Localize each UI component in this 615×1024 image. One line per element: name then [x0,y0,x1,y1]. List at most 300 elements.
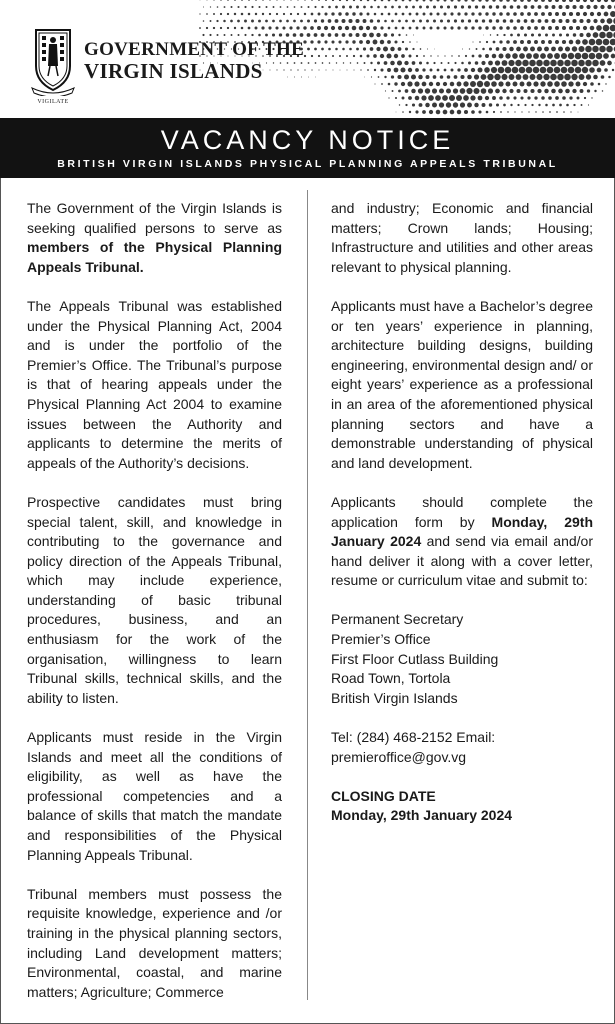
halftone-dot [468,62,471,65]
halftone-dot [206,13,208,15]
halftone-dot [548,0,552,2]
halftone-dot [384,33,388,37]
candidates-paragraph: Prospective candidates must bring special talent, skill, and knowledge in contributing to the governance and policy direction of the Appeals Tribunal, which may include experience, understanding of basic tribunal procedures, business, and an enthusiasm for the work of the organisation, willingness to learn Tribunal skills, technical skills, and the ability to listen. [27,493,282,706]
halftone-dot [569,96,572,99]
halftone-dot [273,6,275,8]
halftone-dot [395,0,398,1]
halftone-dot [333,70,334,71]
halftone-dot [570,111,571,112]
halftone-dot [607,61,612,66]
halftone-dot [524,104,526,106]
halftone-dot [407,81,412,86]
halftone-dot [575,39,580,44]
halftone-dot [552,34,555,37]
halftone-dot [541,0,545,2]
halftone-dot [404,74,409,79]
halftone-dot [580,89,584,93]
halftone-dot [265,34,268,37]
halftone-dot [336,62,337,63]
halftone-dot [202,34,204,36]
halftone-dot [399,104,400,105]
halftone-dot [489,5,492,8]
halftone-dot [454,19,457,22]
contact-email[interactable]: premieroffice@gov.vg [331,748,467,765]
halftone-dot [464,12,467,15]
halftone-dot [508,60,514,66]
halftone-dot [258,20,261,23]
halftone-dot [220,13,222,15]
halftone-dot [364,77,365,78]
halftone-dot [412,103,415,106]
halftone-dot [347,70,348,71]
halftone-dot [566,33,569,36]
halftone-dot [492,96,496,100]
halftone-dot [478,0,481,2]
halftone-dot [519,67,526,74]
halftone-dot [369,33,374,38]
halftone-dot [495,60,500,65]
halftone-dot [443,82,447,86]
halftone-dot [223,20,226,23]
halftone-dot [470,81,476,87]
halftone-dot [478,12,481,15]
halftone-dot [612,69,614,71]
halftone-dot [520,40,524,44]
halftone-dot [464,68,468,72]
halftone-dot [411,74,416,79]
halftone-dot [258,6,260,8]
address-line: Permanent Secretary [331,611,464,628]
halftone-dot [526,53,532,59]
halftone-dot [237,34,239,36]
halftone-dot [216,34,218,36]
halftone-dot [514,111,515,112]
halftone-dot [534,96,537,99]
halftone-dot [414,81,419,86]
halftone-dot [446,102,451,107]
halftone-dot [590,12,594,16]
closing-date-value: Monday, 29th January 2024 [331,807,513,824]
halftone-dot [324,40,327,43]
halftone-dot [269,13,271,15]
halftone-dot [596,25,602,31]
halftone-dot [261,26,264,29]
column-divider [307,190,308,1000]
halftone-dot [338,26,342,30]
halftone-dot [275,26,278,29]
halftone-dot [566,19,570,23]
halftone-dot [603,53,609,59]
halftone-dot [562,96,566,100]
halftone-dot [552,19,556,23]
halftone-dot [331,26,335,30]
halftone-dot [523,47,528,52]
halftone-dot [426,6,429,9]
halftone-dot [356,33,360,37]
halftone-dot [572,89,576,93]
halftone-dot [550,60,557,67]
halftone-dot [360,55,363,58]
halftone-dot [255,0,257,1]
halftone-dot [484,81,490,87]
halftone-dot [443,110,448,115]
halftone-dot [513,12,517,16]
halftone-dot [436,26,439,29]
halftone-dot [318,69,319,70]
halftone-dot [520,12,524,16]
halftone-dot [601,75,605,79]
halftone-dot [545,5,549,9]
halftone-dot [405,48,408,51]
halftone-dot [370,6,373,9]
halftone-dot [475,61,479,65]
halftone-dot [429,110,433,114]
halftone-dot [409,41,411,43]
halftone-dot [220,0,222,1]
halftone-dot [300,33,304,37]
halftone-dot [492,0,495,2]
halftone-dot [423,55,425,57]
halftone-dot [451,69,454,72]
halftone-dot [519,53,525,59]
halftone-dot [605,83,606,84]
halftone-dot [255,13,257,15]
halftone-dot [391,20,394,23]
halftone-dot [199,27,201,29]
halftone-dot [411,89,416,94]
halftone-dot [538,5,542,9]
halftone-dot [478,26,481,29]
halftone-dot [582,39,588,45]
application-deadline: Monday, 29th January 2024 [331,513,593,550]
halftone-dot [506,40,510,44]
halftone-dot [376,33,380,37]
halftone-dot [506,26,510,30]
halftone-dot [492,54,497,59]
halftone-dot [456,95,462,101]
halftone-dot [499,0,503,2]
halftone-dot [502,47,506,51]
halftone-dot [571,60,578,67]
halftone-dot [419,6,422,9]
halftone-dot [495,89,500,94]
halftone-dot [380,40,384,44]
halftone-dot [363,19,367,23]
halftone-dot [565,89,570,94]
halftone-dot [390,61,395,66]
halftone-dot [509,89,513,93]
halftone-dot [486,41,488,43]
halftone-dot [536,60,543,67]
halftone-dot [565,46,570,51]
halftone-dot [206,0,207,1]
halftone-dot [535,111,536,112]
halftone-dot [540,67,547,74]
halftone-dot [547,53,553,59]
halftone-dot [419,20,422,23]
halftone-dot [566,104,569,107]
halftone-dot [579,74,585,80]
halftone-dot [352,12,355,15]
halftone-dot [540,81,545,86]
halftone-dot [310,40,313,43]
halftone-dot [588,104,589,105]
right-column [331,199,593,846]
halftone-dot [463,81,468,86]
halftone-dot [592,46,599,53]
halftone-dot [582,67,588,73]
halftone-dot [457,0,460,2]
halftone-dot [387,68,391,72]
halftone-dot [489,47,492,50]
halftone-dot [551,47,556,52]
halftone-dot [499,96,503,100]
halftone-dot [321,6,323,8]
halftone-dot [538,34,541,37]
halftone-dot [314,33,318,37]
halftone-dot [356,6,359,9]
halftone-dot [392,90,394,92]
halftone-dot [409,0,412,1]
halftone-dot [381,83,383,85]
halftone-dot [505,67,512,74]
banner-title: VACANCY NOTICE [160,125,455,155]
halftone-dot [227,13,229,15]
halftone-dot [349,6,352,9]
halftone-dot [485,96,489,100]
halftone-dot [587,89,590,92]
halftone-dot [442,95,448,101]
halftone-dot [471,110,475,114]
halftone-dot [377,62,380,65]
halftone-dot [355,19,359,23]
halftone-dot [562,12,566,16]
halftone-dot [416,27,419,30]
halftone-dot [484,67,490,73]
halftone-dot [391,6,394,9]
halftone-dot [315,62,317,64]
halftone-dot [538,104,540,106]
halftone-dot [464,0,467,2]
halftone-dot [610,39,615,46]
halftone-dot [390,47,394,51]
halftone-dot [604,0,608,2]
halftone-dot [476,48,478,50]
halftone-dot [381,13,384,16]
halftone-dot [248,27,251,30]
halftone-dot [433,6,436,9]
halftone-dot [487,74,493,80]
halftone-dot [400,67,405,72]
halftone-dot [606,32,613,39]
halftone-dot [303,26,306,29]
halftone-dot [367,69,369,71]
halftone-dot [513,40,517,44]
halftone-dot [409,27,412,30]
halftone-dot [561,67,568,74]
address-line: First Floor Cutlass Building [331,650,499,667]
halftone-dot [517,34,520,37]
halftone-dot [573,33,576,36]
halftone-dot [537,89,541,93]
halftone-dot [373,54,377,58]
halftone-dot [506,12,510,16]
halftone-dot [593,19,597,23]
halftone-dot [465,55,467,57]
halftone-dot [563,111,565,113]
halftone-dot [307,48,310,51]
halftone-dot [328,33,332,37]
halftone-dot [413,35,414,36]
halftone-dot [304,13,306,15]
halftone-dot [600,19,605,24]
halftone-dot [213,13,215,15]
halftone-dot [475,19,478,22]
halftone-dot [417,42,418,43]
halftone-dot [557,60,564,67]
halftone-dot [300,20,303,23]
halftone-dot [224,34,226,36]
halftone-dot [554,81,560,87]
knowledge-paragraph: Tribunal members must possess the requisite knowledge, experience and /or training in the physical planning sectors, including Land development matters; Environmental, coastal, and marine matters; Agriculture; Commerce [27,885,282,1000]
halftone-dot [590,82,594,86]
halftone-dot [436,82,440,86]
halftone-dot [420,48,422,50]
halftone-dot [600,5,604,9]
halftone-dot [272,33,275,36]
halftone-dot [412,6,415,9]
halftone-dot [471,0,474,2]
halftone-dot [371,76,372,77]
halftone-dot [398,34,400,36]
halftone-dot [578,112,579,113]
halftone-dot [444,55,445,56]
halftone-dot [416,55,418,57]
halftone-dot [460,75,464,79]
halftone-dot [314,6,316,8]
halftone-dot [491,81,497,87]
halftone-dot [576,0,580,2]
halftone-dot [610,11,615,17]
halftone-dot [510,19,514,23]
halftone-dot [478,54,481,57]
halftone-dot [248,13,251,16]
halftone-dot [279,33,282,36]
halftone-dot [359,12,362,15]
halftone-dot [466,88,472,94]
halftone-dot [304,69,305,70]
halftone-dot [367,0,370,1]
halftone-dot [577,97,580,100]
halftone-dot [377,6,380,9]
halftone-dot [335,19,339,23]
halftone-dot [569,12,573,16]
halftone-dot [554,67,561,74]
halftone-dot [324,12,327,15]
halftone-dot [488,88,493,93]
halftone-dot [472,55,475,58]
halftone-dot [395,27,398,30]
halftone-dot [568,81,573,86]
halftone-dot [493,111,495,113]
halftone-dot [461,62,464,65]
halftone-dot [360,69,361,70]
halftone-dot [401,82,405,86]
halftone-dot [472,41,473,42]
halftone-dot [579,5,583,9]
halftone-dot [338,12,341,15]
halftone-dot [471,26,474,29]
halftone-dot [510,34,513,37]
halftone-dot [380,68,383,71]
halftone-dot [308,62,310,64]
halftone-dot [531,19,535,23]
halftone-dot [501,74,507,80]
halftone-dot [584,97,586,99]
halftone-dot [430,27,433,30]
halftone-dot [436,12,439,15]
halftone-dot [524,5,528,9]
halftone-dot [545,19,549,23]
halftone-dot [384,6,387,9]
halftone-dot [559,19,563,23]
halftone-dot [540,53,546,59]
halftone-dot [318,13,321,16]
halftone-dot [279,20,282,23]
halftone-dot [397,60,402,65]
halftone-dot [419,103,423,107]
halftone-dot [498,81,503,86]
halftone-dot [345,26,349,30]
halftone-dot [426,20,429,23]
halftone-dot [461,19,464,22]
halftone-dot [548,40,552,44]
halftone-dot [227,0,229,1]
halftone-dot [402,0,405,1]
halftone-dot [516,47,521,52]
halftone-dot [423,27,426,30]
halftone-dot [443,0,446,2]
halftone-dot [269,0,270,1]
halftone-dot [582,53,589,60]
halftone-dot [499,54,504,59]
government-title [84,40,304,82]
halftone-dot [289,26,292,29]
halftone-dot [555,96,559,100]
halftone-dot [447,19,450,22]
halftone-dot [503,104,506,107]
halftone-dot [526,67,533,74]
halftone-dot [533,67,540,74]
halftone-dot [353,55,355,57]
halftone-dot [412,61,416,65]
halftone-dot [317,40,320,43]
banner-subtitle: BRITISH VIRGIN ISLANDS PHYSICAL PLANNING APPEALS TRIBUNAL [57,158,558,170]
halftone-dot [534,40,538,44]
halftone-dot [580,33,584,37]
halftone-dot [462,49,463,50]
halftone-dot [434,49,435,50]
halftone-dot [457,110,461,114]
halftone-dot [244,34,246,36]
halftone-dot [527,12,531,16]
halftone-dot [555,40,559,44]
halftone-dot [502,89,506,93]
halftone-dot [453,88,458,93]
halftone-dot [370,19,374,23]
halftone-dot [470,95,475,100]
halftone-dot [304,0,305,1]
